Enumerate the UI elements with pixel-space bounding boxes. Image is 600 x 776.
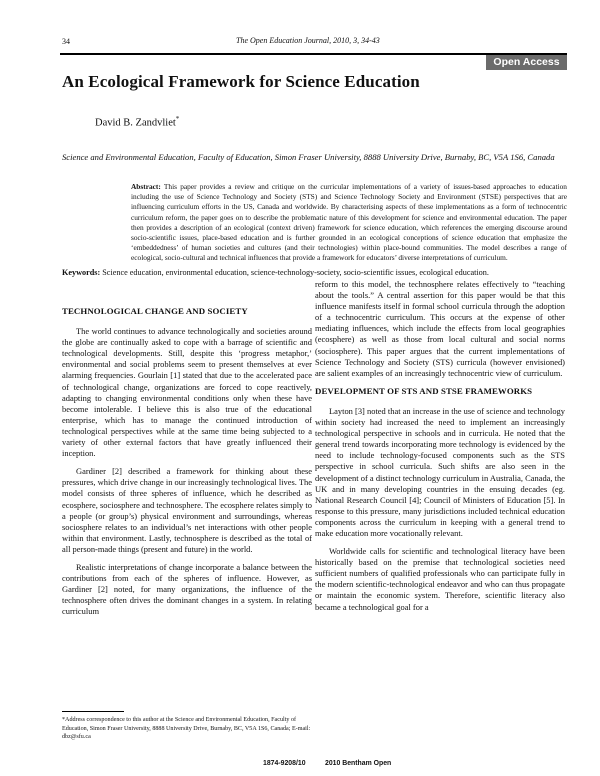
paragraph: The world continues to advance technologically and societies around the globe are continually asked to cope with a barrage of scientific and technological developments. Still, despite this ‘progress metaphor,’ environmental and social problems seem to present themselves at ever alarming frequencies. Gourlain [1] stated that due to the accelerated pace of technological change, organizations are forced to cope reactively, adapting to changing environmental conditions only when these have become intolerable. I believe this is also true of the educational enterprise, which has to manage the continued introduction of technological perspectives while at the same time being subjected to a variety of other external factors that have greatly influenced their inception. [62, 326, 312, 459]
keywords-text: Science education, environmental education, science-technology-society, socio-scientific issues, ecological education. [102, 268, 489, 277]
author-name: David B. Zandvliet [95, 117, 176, 129]
author-mark: * [175, 115, 180, 123]
running-head: The Open Education Journal, 2010, 3, 34-43 [236, 36, 380, 45]
abstract [131, 182, 567, 264]
left-column [62, 306, 312, 624]
footnote: *Address correspondence to this author at the Science and Environmental Education, Faculty of Education, Simon Fraser University, 8888 University Drive, Burnaby, BC, V5A 1S6, Canada; E-mail: dbz@sfu.ca [62, 717, 311, 740]
abstract-text: This paper provides a review and critique on the curricular implementations of a variety of issues-based approaches to education including the use of Science Technology and Society (STS) and Science Technology Society and Environment (STSE) perspectives that are influencing curriculum efforts in the US, Canada and worldwide. By characterising aspects of these implementations as a form of technocentric curriculum reform, the paper goes on to describe the problematic nature of this development for science and environmental education. The paper then provides a description of an ecological (context driven) framework for science education, which references the emerging discourse around socio-scientific issues, place-based education and is further grounded in an ecological conceptions of science education that emphasize the ‘embeddedness’ of human societies and cultures (and their technologies) within place-bound communities. The model describes a range of ecological, socio-cultural and technical influences that provide a framework for educators’ diverse interpretations of curriculum. [131, 182, 567, 263]
author-line [95, 115, 179, 129]
publisher: 2010 Bentham Open [325, 760, 392, 767]
footnote-rule [62, 711, 124, 712]
issn: 1874-9208/10 [263, 760, 306, 767]
section-heading: DEVELOPMENT OF STS AND STSE FRAMEWORKS [315, 385, 533, 396]
section-heading: TECHNOLOGICAL CHANGE AND SOCIETY [62, 306, 248, 316]
paragraph: Gardiner [2] described a framework for thinking about these pressures, which drive change in our increasingly technological lives. The model consists of three spheres of influence, which he described as ecosphere, sociosphere and technosphere. The ecosphere relates simply to a people (or group’s) physical environment and surroundings, whereas sociosphere relates to an individual’s net interactions with other people within that environment. Lastly, technosphere is described as the total of all person-made things (present and future) in the world. [62, 466, 312, 554]
right-column [315, 279, 565, 620]
paragraph: Realistic interpretations of change incorporate a balance between the contributions from each of the spheres of influence. However, as Gardiner [2] noted, for many organizations, the influence of the technosphere often drives the dominant changes in a system. In relating curriculum [62, 561, 312, 617]
article-title: An Ecological Framework for Science Education [62, 72, 420, 91]
paragraph: Layton [3] noted that an increase in the use of science and technology within society had increased the need to implement an increasingly technological perspective in schools and in curricula. He noted that the general trend towards incorporating more technology is evidenced by the need to include technology-focused components such as the STS perspective in school curricula. Such shifts are also seen in the development of a distinct technology curriculum in Australia, Canada, the UK and in many developing countries in the ensuing decades (eg. National Research Council [4]; Council of Ministers of Education [5]. In response to this pressure, many jurisdictions included technical education components across the curriculum in keeping with a general trend to make education more vocationally relevant. [315, 405, 565, 538]
page-number: 34 [62, 37, 70, 46]
keywords [62, 267, 567, 278]
paragraph: Worldwide calls for scientific and technological literacy have been historically based on the premise that technological societies need sufficient numbers of qualified professionals who can participate fully in the modern scientific-technological endeavor and who can thus propagate or maintain the economic system. Therefore, scientific literacy also became a technological goal for a [315, 546, 565, 612]
affiliation: Science and Environmental Education, Faculty of Education, Simon Fraser University, 8888 University Drive, Burnaby, BC, V5A 1S6, Canada [62, 152, 555, 162]
keywords-label: Keywords: [62, 268, 101, 277]
abstract-label: Abstract: [131, 182, 161, 191]
paragraph: reform to this model, the technosphere relates effectively to “teaching about the tools.” A central assertion for this paper would be that this influence manifests itself in formal school curricula through the adoption of a technocentric curriculum. This occurs at the expense of other mediating influences, which include the effects from local geographies (ecosphere) as well as those from local cultural and social norms (sociosphere). This paper argues that the current implementations of Science Technology and Society (STS) curricula (however envisioned) are salient examples of an increasingly technocentric view of curriculum. [315, 279, 565, 378]
open-access-badge: Open Access [486, 55, 567, 70]
